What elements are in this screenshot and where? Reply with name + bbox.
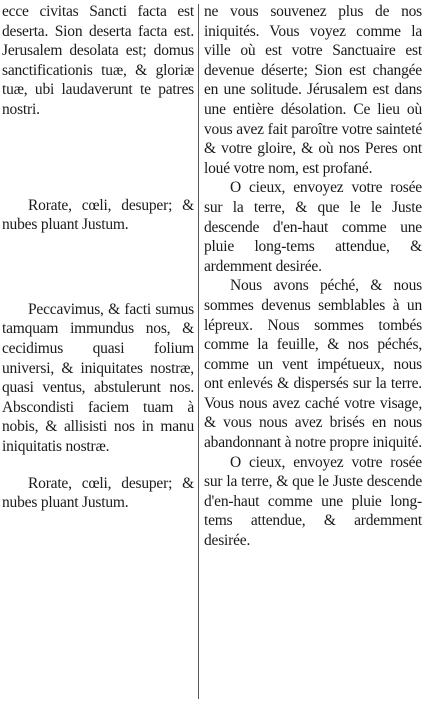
french-paragraph-3: Nous avons péché, & nous sommes devenus semblables à un lépreux. Nous sommes tombés comme la feuille, & nos péchés, comme un vent impétueux, nous ont enlevés & dispersés sur la terre. Vous nous avez caché votre visage, & vous nous avez brisés en nous abandonnant à notre propre iniquité. (204, 277, 422, 452)
latin-paragraph-4: Rorate, cœli, desuper; & nubes pluant Justum. (2, 474, 194, 512)
french-column (204, 2, 422, 551)
french-paragraph-1: ne vous souvenez plus de nos iniquités. Vous voyez comme la ville où est votre Sanctuaire est devenue déserte; Sion est changée en une solitude. Jérusalem est dans une entière désolation. Ce lieu où vous avez fait paroître votre sainteté & votre gloire, & où nos Peres ont loué votre nom, est profané. (204, 3, 422, 177)
column-divider (198, 4, 199, 699)
latin-paragraph-1: ecce civitas Sancti facta est deserta. Sion deserta facta est. Jerusalem desolata est; domus sanctificationis tuæ, & gloriæ tuæ, ubi laudaverunt te patres nostri. (2, 3, 194, 118)
french-paragraph-4: O cieux, envoyez votre rosée sur la terre, & que le Juste descende d'en-haut comme une pluie long-tems attendue, & ardemment desirée. (204, 453, 422, 550)
french-paragraph-2: O cieux, envoyez votre rosée sur la terre, & que le le Juste descende d'en-haut comme une pluie long-tems attendue, & ardemment desirée. (204, 179, 422, 275)
latin-column (2, 2, 194, 513)
latin-paragraph-3: Peccavimus, & facti sumus tamquam immundus nos, & cecidimus quasi folium universi, & iniquitates nostræ, quasi ventus, abstulerunt nos. Abscondisti faciem tuam à nobis, & allisisti nos in manu iniquitatis nostræ. (2, 300, 194, 455)
latin-paragraph-2: Rorate, cœli, desuper; & nubes pluant Justum. (2, 196, 194, 234)
